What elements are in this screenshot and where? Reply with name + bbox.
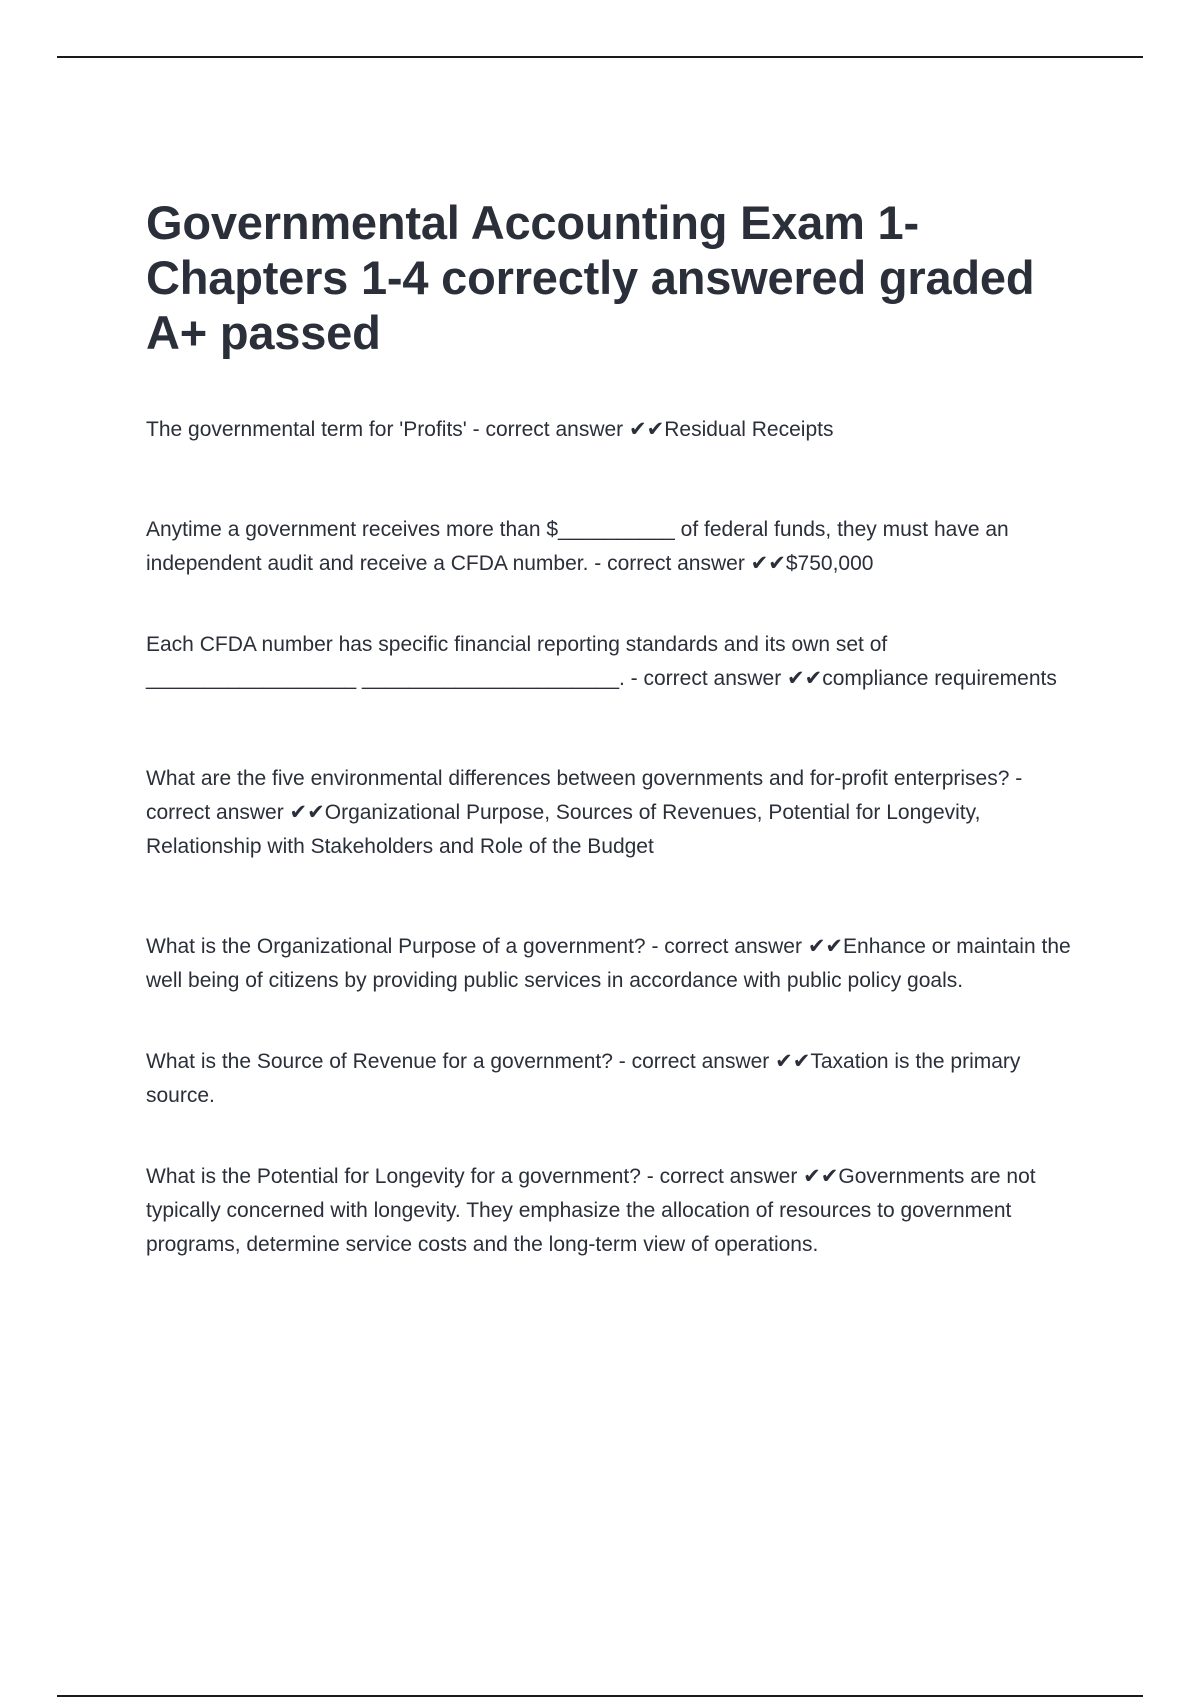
document-title: Governmental Accounting Exam 1- Chapters 1-4 correctly answered graded A+ passed bbox=[146, 196, 1035, 359]
question-text: Each CFDA number has specific financial reporting standards and its own set of __________________ ______________________. - correct answer bbox=[146, 633, 888, 690]
document-body bbox=[146, 195, 1086, 1262]
checkmark-icon: ✔✔ bbox=[807, 935, 844, 958]
qa-item-2 bbox=[146, 513, 1086, 581]
answer-text: $750,000 bbox=[785, 552, 874, 575]
qa-item-1 bbox=[146, 413, 1086, 447]
footer-rule bbox=[57, 1695, 1143, 1697]
qa-item-3 bbox=[146, 628, 1086, 696]
checkmark-icon: ✔✔ bbox=[775, 1050, 811, 1073]
question-text: What is the Source of Revenue for a government? - correct answer bbox=[146, 1050, 776, 1073]
qa-item-7 bbox=[146, 1160, 1086, 1262]
answer-text: Residual Receipts bbox=[664, 418, 834, 441]
question-text: The governmental term for 'Profits' - correct answer bbox=[146, 418, 630, 441]
qa-item-5 bbox=[146, 930, 1086, 998]
answer-text: Organizational Purpose, Sources of Revenues, Potential for Longevity, Relationship with Stakeholders and Role of the Budget bbox=[146, 801, 981, 858]
qa-item-4 bbox=[146, 762, 1086, 864]
checkmark-icon: ✔✔ bbox=[289, 801, 325, 824]
checkmark-icon: ✔✔ bbox=[787, 667, 823, 690]
checkmark-icon: ✔✔ bbox=[803, 1165, 839, 1188]
qa-item-6 bbox=[146, 1045, 1086, 1113]
question-text: What is the Potential for Longevity for a government? - correct answer bbox=[146, 1165, 804, 1188]
answer-text: Governments are not typically concerned with longevity. They emphasize the allocation of resources to government programs, determine service costs and the long-term view of operations. bbox=[146, 1165, 1036, 1256]
header-rule bbox=[57, 56, 1143, 58]
checkmark-icon: ✔✔ bbox=[629, 418, 665, 441]
question-text: What is the Organizational Purpose of a government? - correct answer bbox=[146, 935, 808, 958]
question-text: What are the five environmental differences between governments and for-profit enterprises? - correct answer bbox=[146, 767, 1023, 824]
answer-text: Taxation is the primary source. bbox=[146, 1050, 1021, 1107]
checkmark-icon: ✔✔ bbox=[750, 552, 786, 575]
answer-text: Enhance or maintain the well being of citizens by providing public services in accordance with public policy goals. bbox=[146, 935, 1071, 992]
answer-text: compliance requirements bbox=[822, 667, 1057, 690]
question-text: Anytime a government receives more than $__________ of federal funds, they must have an independent audit and receive a CFDA number. - correct answer bbox=[146, 518, 1009, 575]
qa-list bbox=[146, 413, 1086, 1262]
